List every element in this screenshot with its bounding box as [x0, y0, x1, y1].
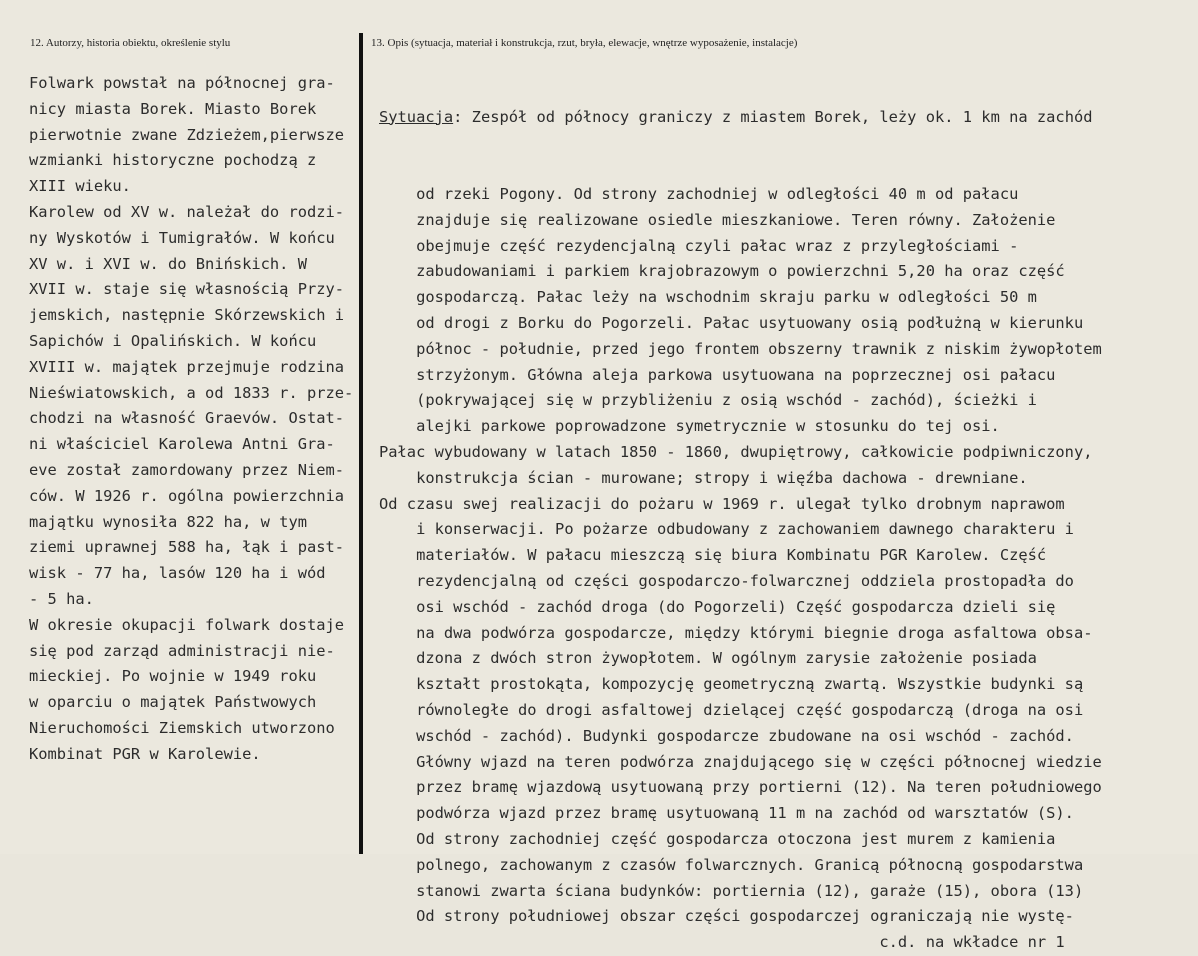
text-line: pierwotnie zwane Zdzieżem,pierwsze [29, 125, 345, 144]
text-line: jemskich, następnie Skórzewskich i [29, 306, 345, 325]
section-12-header: 12. Autorzy, historia obiektu, określenie stylu [30, 37, 231, 49]
text-line: (pokrywającej się w przybliżeniu z osią wschód - zachód), ścieżki i [379, 391, 1037, 410]
text-line: kształt prostokąta, kompozycję geometryczną zwartą. Wszystkie budynki są [379, 675, 1084, 694]
text-line: podwórza wjazd przez bramę usytuowaną 11 m na zachód od warsztatów (S). [379, 804, 1074, 823]
text-line: stanowi zwarta ściana budynków: portiernia (12), garaże (15), obora (13) [379, 881, 1084, 900]
text-line: wschód - zachód). Budynki gospodarcze zbudowane na osi wschód - zachód. [379, 726, 1074, 745]
text-line: przez bramę wjazdową usytuowaną przy portierni (12). Na teren południowego [379, 778, 1102, 797]
text-line: i konserwacji. Po pożarze odbudowany z zachowaniem dawnego charakteru i [379, 520, 1074, 539]
text-line: gospodarczą. Pałac leży na wschodnim skraju parku w odległości 50 m [379, 288, 1037, 307]
text-line: na dwa podwórza gospodarcze, między którymi biegnie droga asfaltowa obsa- [379, 623, 1093, 642]
text-line: wzmianki historyczne pochodzą z [29, 151, 317, 170]
text-line: Nieświatowskich, a od 1833 r. prze- [29, 383, 354, 402]
text-line: ców. W 1926 r. ogólna powierzchnia [29, 486, 345, 505]
history-text [29, 71, 366, 768]
text-line: alejki parkowe poprowadzone symetrycznie w stosunku do tej osi. [379, 417, 1000, 436]
text-line: XVII w. staje się własnością Przy- [29, 280, 345, 299]
situation-label: Sytuacja [379, 107, 454, 126]
text-line: północ - południe, przed jego frontem obszerny trawnik z niskim żywopłotem [379, 339, 1102, 358]
text-line: Folwark powstał na północnej gra- [29, 74, 335, 92]
text-line: dzona z dwóch stron żywopłotem. W ogólnym zarysie założenie posiada [379, 649, 1037, 668]
text-line: - 5 ha. [29, 589, 94, 608]
text-line: XV w. i XVI w. do Bnińskich. W [29, 254, 307, 273]
text-line: eve został zamordowany przez Niem- [29, 460, 345, 479]
text-line: w oparciu o majątek Państwowych [29, 693, 317, 712]
text-line: strzyżonym. Główna aleja parkowa usytuowana na poprzecznej osi pałacu [379, 365, 1056, 384]
text-line: polnego, zachowanym z czasów folwarcznych. Granicą północną gospodarstwa [379, 855, 1084, 874]
text-line: znajduje się realizowane osiedle mieszkaniowe. Teren równy. Założenie [379, 210, 1056, 229]
text-line: Od strony południowej obszar części gospodarczej ograniczają nie wystę- [379, 907, 1074, 926]
text-line: równoległe do drogi asfaltowej dzielącej część gospodarczą (droga na osi [379, 700, 1084, 719]
text-line: nicy miasta Borek. Miasto Borek [29, 99, 317, 118]
text-line: c.d. na wkładce nr 1 [379, 933, 1065, 952]
section-13-header: 13. Opis (sytuacja, materiał i konstrukcja, rzut, bryła, elewacje, wnętrze wyposażenie, instalacje) [371, 37, 798, 49]
text-line: XVIII w. majątek przejmuje rodzina [29, 357, 345, 376]
text-line: obejmuje część rezydencjalną czyli pałac wraz z przyległościami - [379, 236, 1019, 255]
text-line: ny Wyskotów i Tumigrałów. W końcu [29, 228, 335, 247]
text-line: chodzi na własność Graevów. Ostat- [29, 409, 345, 428]
text-line: Od czasu swej realizacji do pożaru w 1969 r. ulegał tylko drobnym naprawom [379, 494, 1065, 513]
text-line: Pałac wybudowany w latach 1850 - 1860, dwupiętrowy, całkowicie podpiwniczony, [379, 442, 1093, 461]
text-line: Od strony zachodniej część gospodarcza otoczona jest murem z kamienia [379, 829, 1056, 848]
text-line: Karolew od XV w. należał do rodzi- [29, 202, 345, 221]
text-line: Główny wjazd na teren podwórza znajdującego się w części północnej wiedzie [379, 752, 1102, 771]
text-line: majątku wynosiła 822 ha, w tym [29, 512, 307, 531]
text-line: się pod zarząd administracji nie- [29, 641, 335, 660]
text-line: mieckiej. Po wojnie w 1949 roku [29, 667, 317, 686]
text-line: od rzeki Pogony. Od strony zachodniej w odległości 40 m od pałacu [379, 184, 1019, 203]
text-line: Sapichów i Opalińskich. W końcu [29, 331, 317, 350]
text-line: XIII wieku. [29, 177, 131, 196]
text-line: materiałów. W pałacu mieszczą się biura Kombinatu PGR Karolew. Część [379, 546, 1047, 565]
text-line: wisk - 77 ha, lasów 120 ha i wód [29, 564, 326, 583]
text-line: konstrukcja ścian - murowane; stropy i więźba dachowa - drewniane. [379, 468, 1028, 487]
text-line: rezydencjalną od części gospodarczo-folwarcznej oddziela prostopadła do [379, 571, 1074, 590]
text-line: osi wschód - zachód droga (do Pogorzeli) Część gospodarcza dzieli się [379, 597, 1056, 616]
text-line: W okresie okupacji folwark dostaje [29, 615, 345, 634]
text-line: ziemi uprawnej 588 ha, łąk i past- [29, 538, 345, 557]
text-line: Kombinat PGR w Karolewie. [29, 744, 261, 763]
text-line: Nieruchomości Ziemskich utworzono [29, 718, 335, 737]
text-line: ni właściciel Karolewa Antni Gra- [29, 435, 335, 454]
text-line: od drogi z Borku do Pogorzeli. Pałac usytuowany osią podłużną w kierunku [379, 313, 1084, 332]
description-text [379, 53, 1195, 956]
text-line [379, 105, 1195, 131]
situation-line-rest: : Zespół od północy graniczy z miastem Borek, leży ok. 1 km na zachód [453, 107, 1093, 126]
text-line: zabudowaniami i parkiem krajobrazowym o powierzchni 5,20 ha oraz część [379, 262, 1065, 281]
